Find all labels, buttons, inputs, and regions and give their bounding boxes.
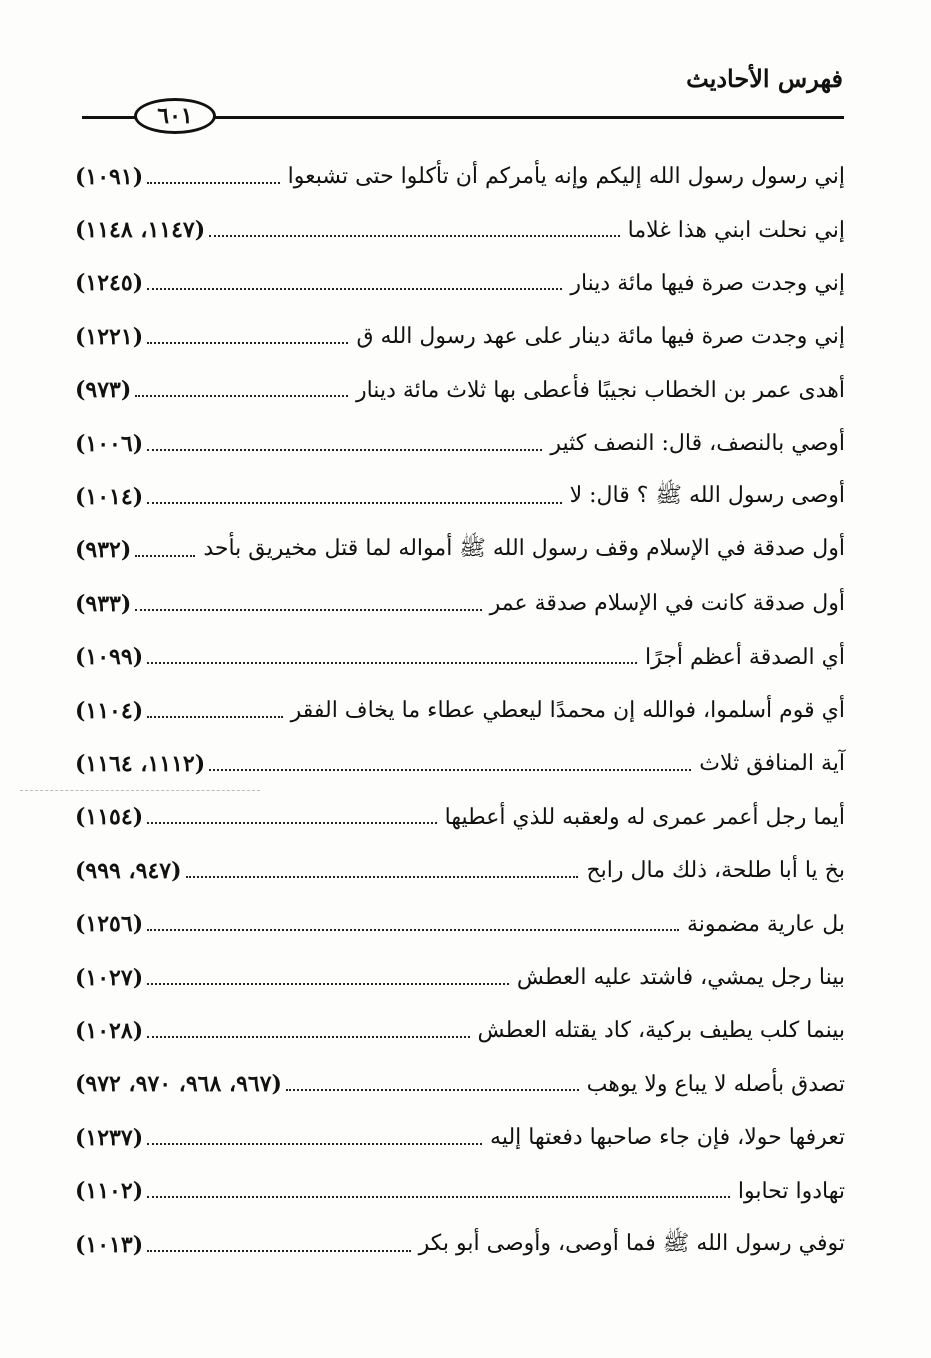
entry-text: إني رسول رسول الله إليكم وإنه يأمركم أن تأكلوا حتى تشبعوا: [287, 164, 845, 190]
dot-leader: [147, 449, 542, 451]
entry-text: تعرفها حولا، فإن جاء صاحبها دفعتها إليه: [490, 1125, 845, 1151]
dot-leader: [147, 716, 282, 718]
index-entry: [75, 150, 845, 203]
dot-leader: [147, 983, 509, 985]
entry-reference: (١٠٩١): [75, 163, 144, 190]
entry-reference: (١٠٢٧): [75, 964, 144, 991]
dot-leader: [147, 1250, 411, 1252]
entry-reference: (١٢٣٧): [75, 1124, 144, 1151]
entry-text: أوصى رسول الله ﷺ ؟ قال: لا: [569, 483, 845, 509]
index-entry: [75, 951, 845, 1004]
index-entry: [75, 310, 845, 363]
index-entry: [75, 577, 845, 630]
entry-text: إني نحلت ابني هذا غلاما: [627, 217, 845, 243]
entry-reference: (١١٤٧، ١١٤٨): [75, 217, 206, 244]
entry-reference: (١٢٢١): [75, 323, 144, 350]
entry-text: بينا رجل يمشي، فاشتد عليه العطش: [516, 965, 845, 991]
index-entry: [75, 1111, 845, 1164]
index-entry: [75, 1004, 845, 1057]
dot-leader: [147, 502, 561, 504]
entry-reference: (١١١٢، ١١٦٤): [75, 750, 206, 777]
entry-text: بل عارية مضمونة: [686, 911, 845, 937]
dot-leader: [147, 929, 679, 931]
entry-text: أيما رجل أعمر عمرى له ولعقبه للذي أعطيها: [444, 804, 845, 830]
index-entry: [75, 737, 845, 790]
dot-leader: [147, 1196, 730, 1198]
entry-text: آية المنافق ثلاث: [699, 751, 845, 777]
dot-leader: [209, 235, 620, 237]
entry-text: إني وجدت صرة فيها مائة دينار على عهد رسول الله ق: [356, 324, 845, 350]
entry-reference: (١٢٤٥): [75, 270, 144, 297]
dot-leader: [147, 662, 637, 664]
entry-reference: (١٠١٤): [75, 484, 144, 511]
index-entry: [75, 203, 845, 256]
entry-reference: (٩٣٢): [75, 537, 132, 564]
dot-leader: [147, 288, 562, 290]
dot-leader: [147, 822, 437, 824]
index-entry: [75, 897, 845, 950]
index-entry: [75, 791, 845, 844]
dot-leader: [135, 609, 481, 611]
dot-leader: [286, 1089, 579, 1091]
entry-text: بينما كلب يطيف بركية، كاد يقتله العطش: [477, 1018, 845, 1044]
index-entry: [75, 1164, 845, 1217]
page-number: ٦٠١: [157, 103, 193, 129]
dot-leader: [209, 769, 691, 771]
dot-leader: [147, 1036, 469, 1038]
index-entry: [75, 524, 845, 577]
index-entry: [75, 417, 845, 470]
index-entry: [75, 1218, 845, 1271]
dot-leader: [135, 395, 348, 397]
index-entry: [75, 364, 845, 417]
entry-text: تهادوا تحابوا: [737, 1178, 845, 1204]
entry-text: إني وجدت صرة فيها مائة دينار: [570, 270, 845, 296]
entry-reference: (١١٥٤): [75, 804, 144, 831]
entry-text: أي قوم أسلموا، فوالله إن محمدًا ليعطي عطاء ما يخاف الفقر: [290, 698, 845, 724]
entry-text: بخ يا أبا طلحة، ذلك مال رابح: [586, 858, 845, 884]
dot-leader: [147, 1143, 482, 1145]
dot-leader: [186, 876, 579, 878]
hadith-index-list: [75, 150, 845, 1271]
dot-leader: [147, 342, 348, 344]
entry-text: تصدق بأصله لا يباع ولا يوهب: [586, 1071, 845, 1097]
index-entry: [75, 631, 845, 684]
dot-leader: [147, 182, 280, 184]
entry-text: أوصي بالنصف، قال: النصف كثير: [550, 431, 845, 457]
entry-reference: (١٠٩٩): [75, 644, 144, 671]
entry-text: أي الصدقة أعظم أجرًا: [645, 644, 845, 670]
entry-text: توفي رسول الله ﷺ فما أوصى، وأوصى أبو بكر: [418, 1230, 845, 1256]
index-entry: [75, 1058, 845, 1111]
entry-reference: (١٢٥٦): [75, 911, 144, 938]
dot-leader: [135, 555, 195, 557]
entry-reference: (٩٣٣): [75, 590, 132, 617]
entry-text: أهدى عمر بن الخطاب نجيبًا فأعطى بها ثلاث مائة دينار: [355, 377, 845, 403]
page-number-badge: [134, 98, 216, 134]
index-entry: [75, 257, 845, 310]
entry-reference: (١٠٢٨): [75, 1017, 144, 1044]
entry-reference: (١١٠٢): [75, 1178, 144, 1205]
entry-text: أول صدقة كانت في الإسلام صدقة عمر: [489, 591, 845, 617]
entry-reference: (٩٦٧، ٩٦٨، ٩٧٠، ٩٧٢): [75, 1071, 282, 1098]
entry-reference: (١١٠٤): [75, 697, 144, 724]
entry-reference: (٩٤٧، ٩٩٩): [75, 857, 182, 884]
entry-reference: (١٠١٣): [75, 1231, 144, 1258]
index-entry: [75, 684, 845, 737]
index-entry: [75, 844, 845, 897]
index-entry: [75, 470, 845, 523]
entry-text: أول صدقة في الإسلام وقف رسول الله ﷺ أمواله لما قتل مخيريق بأحد: [203, 536, 845, 562]
entry-reference: (١٠٠٦): [75, 430, 144, 457]
entry-reference: (٩٧٣): [75, 377, 132, 404]
page-title: فهرس الأحاديث: [686, 64, 843, 93]
